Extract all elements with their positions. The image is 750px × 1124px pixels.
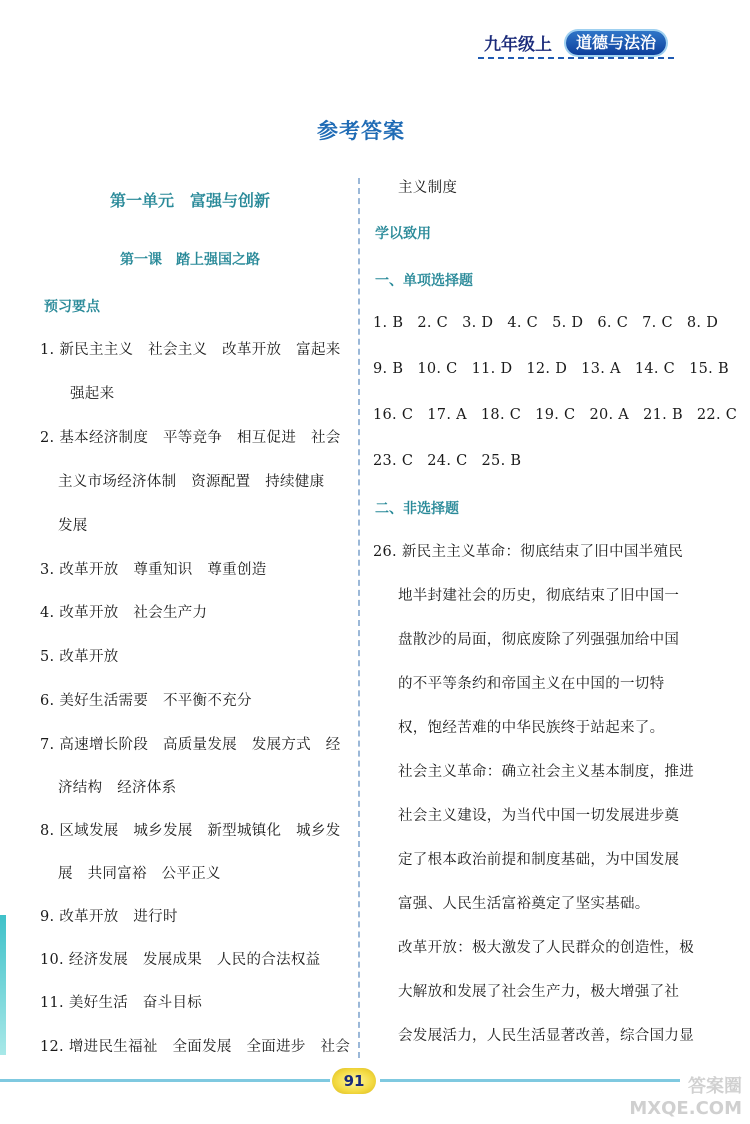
- section-apply: 学以致用: [375, 226, 431, 242]
- footer-bar-left: [0, 1079, 330, 1082]
- right-line: 地半封建社会的历史，彻底结束了旧中国一: [398, 588, 680, 604]
- answer-row: [373, 359, 729, 379]
- watermark-text: 答案圈: [688, 1076, 742, 1097]
- answer-row: [373, 405, 737, 425]
- section-preview-points: 预习要点: [44, 299, 100, 315]
- answer-item: 22. C: [696, 407, 738, 423]
- left-line: 4. 改革开放 社会生产力: [40, 605, 208, 621]
- answer-item: 18. C: [480, 407, 522, 423]
- answer-item: 23. C: [373, 453, 414, 469]
- header-subject-badge: 道德与法治: [566, 31, 666, 55]
- left-line: 济结构 经济体系: [58, 780, 177, 796]
- watermark-url: MXQE.COM: [629, 1098, 742, 1119]
- answer-item: 3. D: [462, 315, 494, 331]
- right-line: 权，饱经苦难的中华民族终于站起来了。: [398, 720, 665, 736]
- left-line: 展 共同富裕 公平正义: [58, 866, 221, 882]
- column-divider: [358, 178, 360, 1058]
- left-line: 主义市场经济体制 资源配置 持续健康: [58, 474, 325, 490]
- left-line: 9. 改革开放 进行时: [40, 909, 178, 925]
- answer-row: [373, 313, 718, 333]
- right-line: 的不平等条约和帝国主义在中国的一切特: [398, 676, 665, 692]
- unit-title: 第一单元 富强与创新: [110, 191, 271, 210]
- answer-item: 17. A: [427, 407, 467, 423]
- part-non-choice: 二、非选择题: [375, 501, 459, 517]
- answer-item: 15. B: [689, 361, 729, 377]
- answer-item: 19. C: [535, 407, 576, 423]
- answer-item: 8. D: [686, 315, 719, 331]
- page-number: 91: [332, 1068, 376, 1094]
- left-line: 5. 改革开放: [40, 649, 119, 665]
- answer-item: 1. B: [373, 315, 404, 331]
- header-divider: [478, 57, 674, 59]
- answer-item: 6. C: [597, 315, 629, 331]
- answer-item: 4. C: [507, 315, 539, 331]
- answer-item: 25. B: [481, 453, 522, 469]
- right-line: 改革开放：极大激发了人民群众的创造性，极: [398, 940, 694, 956]
- answer-item: 16. C: [373, 407, 414, 423]
- answer-item: 13. A: [581, 361, 621, 377]
- left-line: 11. 美好生活 奋斗目标: [40, 995, 203, 1011]
- right-line: 大解放和发展了社会生产力，极大增强了社: [398, 984, 680, 1000]
- right-line: 会发展活力，人民生活显著改善，综合国力显: [398, 1028, 694, 1044]
- lesson-title: 第一课 踏上强国之路: [120, 252, 260, 268]
- answer-item: 10. C: [417, 361, 458, 377]
- left-line: 8. 区域发展 城乡发展 新型城镇化 城乡发: [40, 823, 341, 839]
- answer-item: 5. D: [552, 315, 584, 331]
- right-line: 社会主义建设，为当代中国一切发展进步奠: [398, 808, 680, 824]
- right-line: 社会主义革命：确立社会主义基本制度，推进: [398, 764, 694, 780]
- left-line: 10. 经济发展 发展成果 人民的合法权益: [40, 952, 321, 968]
- left-line: 12. 增进民生福祉 全面发展 全面进步 社会: [40, 1039, 351, 1055]
- right-continued-line: 主义制度: [398, 180, 458, 196]
- part-single-choice: 一、单项选择题: [375, 273, 473, 289]
- answer-item: 21. B: [643, 407, 683, 423]
- left-line: 发展: [58, 518, 88, 534]
- right-line: 富强、人民生活富裕奠定了坚实基础。: [398, 896, 650, 912]
- left-line: 强起来: [70, 386, 115, 402]
- watermark-logo: [629, 1076, 742, 1120]
- left-line: 7. 高速增长阶段 高质量发展 发展方式 经: [40, 737, 341, 753]
- answer-item: 20. A: [589, 407, 630, 423]
- answer-item: 24. C: [427, 453, 468, 469]
- right-line: 26. 新民主主义革命：彻底结束了旧中国半殖民: [373, 544, 684, 560]
- right-line: 定了根本政治前提和制度基础，为中国发展: [398, 852, 680, 868]
- left-line: 3. 改革开放 尊重知识 尊重创造: [40, 562, 267, 578]
- answer-item: 7. C: [642, 315, 673, 331]
- answer-item: 14. C: [634, 361, 676, 377]
- answer-item: 11. D: [471, 361, 513, 377]
- left-line: 6. 美好生活需要 不平衡不充分: [40, 693, 252, 709]
- left-line: 2. 基本经济制度 平等竞争 相互促进 社会: [40, 430, 341, 446]
- side-stripe: [0, 915, 6, 1055]
- answer-item: 9. B: [373, 361, 404, 377]
- answer-item: 12. D: [526, 361, 568, 377]
- header-grade: 九年级上: [484, 35, 552, 55]
- answer-item: 2. C: [417, 315, 449, 331]
- left-line: 1. 新民主主义 社会主义 改革开放 富起来: [40, 342, 341, 358]
- answer-row: [373, 451, 535, 471]
- page-title: 参考答案: [317, 118, 405, 143]
- right-line: 盘散沙的局面，彻底废除了列强强加给中国: [398, 632, 680, 648]
